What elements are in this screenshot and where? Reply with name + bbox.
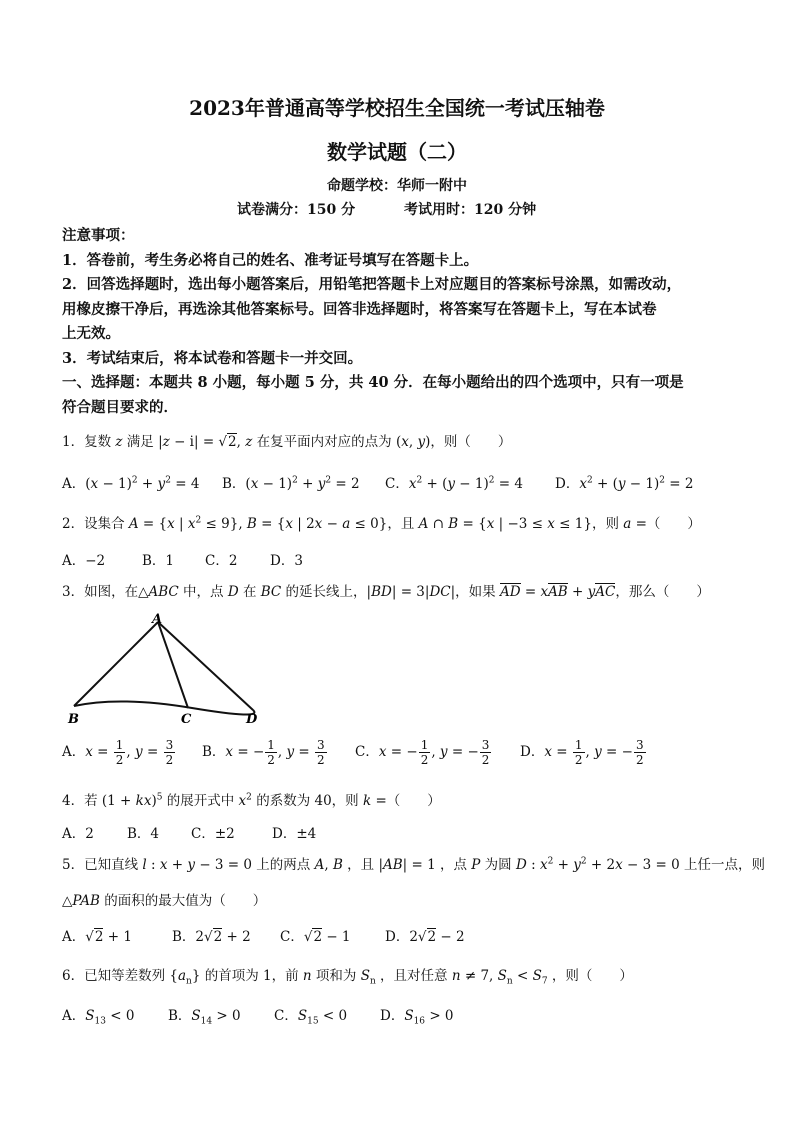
segment-ad bbox=[158, 622, 253, 710]
q1-option-a: A．$(x - 1)^2 + y^2 = 4$ bbox=[62, 475, 200, 492]
q2-option-a: A．−2 bbox=[62, 553, 106, 569]
exam-subtitle: 数学试题（二） bbox=[327, 140, 467, 164]
triangle-figure bbox=[60, 610, 270, 728]
label-d: D bbox=[246, 712, 258, 727]
label-a: A bbox=[152, 612, 163, 627]
exam-score: 试卷满分：150 分 bbox=[237, 202, 356, 218]
q6-option-c: C．$S_{15} < 0$ bbox=[274, 1008, 348, 1027]
q6-option-a: A．$S_{13} < 0$ bbox=[62, 1008, 135, 1027]
q2-option-b: B．1 bbox=[142, 553, 175, 569]
q6-option-d: D．$S_{16} > 0$ bbox=[380, 1008, 454, 1027]
q2-option-c: C．2 bbox=[205, 553, 238, 569]
note-1: 1．答卷前，考生务必将自己的姓名、准考证号填写在答题卡上。 bbox=[62, 252, 479, 269]
exam-time: 考试用时：120 分钟 bbox=[404, 202, 537, 218]
note-2-line-2: 用橡皮擦干净后，再选涂其他答案标号。回答非选择题时，将答案写在答题卡上，写在本试卷 bbox=[62, 301, 657, 318]
note-2-line-3: 上无效。 bbox=[62, 325, 120, 342]
q3-option-b: B．x = − $\frac{1}{2}$ , y = $\frac{3}{2}$ bbox=[202, 738, 325, 767]
notes-heading: 注意事项： bbox=[62, 227, 135, 244]
question-5-line-1: 5．已知直线 l : x + y − 3 = 0 上的两点 A, B ，且 |AB| = 1 ，点 P 为圆 D : $x^2 + y^2 + 2x - 3 = 0$ 上任一点，则 bbox=[62, 856, 765, 873]
q5-option-c: C．√2 − 1 bbox=[280, 929, 351, 945]
q3-option-a: A．x = $\frac{1}{2}$ , y = $\frac{3}{2}$ bbox=[62, 738, 174, 767]
exam-school: 命题学校：华师一附中 bbox=[327, 178, 467, 194]
q1-option-d: D．$x^2 + (y - 1)^2 = 2$ bbox=[555, 475, 694, 492]
label-c: C bbox=[181, 712, 192, 727]
section-heading-line-1: 一、选择题：本题共 8 小题，每小题 5 分，共 40 分．在每小题给出的四个选项中，只有一项是 bbox=[62, 374, 684, 391]
question-4: 4．若 (1 + kx)$^5$ 的展开式中 $x^2$ 的系数为 40，则 k =（ ） bbox=[62, 792, 441, 809]
label-b: B bbox=[68, 712, 79, 727]
q2-option-d: D．3 bbox=[270, 553, 303, 569]
q3-option-d: D．x = $\frac{1}{2}$ , y = − $\frac{3}{2}$ bbox=[520, 738, 644, 767]
q5-option-d: D．2√2 − 2 bbox=[385, 929, 465, 945]
q1-option-b: B．$(x - 1)^2 + y^2 = 2$ bbox=[222, 475, 360, 492]
note-3: 3．考试结束后，将本试卷和答题卡一并交回。 bbox=[62, 350, 363, 367]
question-5-line-2: △PAB 的面积的最大值为（ ） bbox=[62, 893, 267, 909]
question-2: 2．设集合 A = {x | $x^2 \le 9$}, B = {x | 2x − a ≤ 0}，且 A ∩ B = {x | −3 ≤ x ≤ 1}，则 a =（ ） bbox=[62, 515, 701, 532]
segment-bd bbox=[74, 701, 254, 714]
question-1: 1．复数 z 满足 |z − i| = √2, z 在复平面内对应的点为 (x, y)，则（ ） bbox=[62, 434, 512, 450]
q4-option-c: C．±2 bbox=[191, 826, 235, 842]
q5-option-a: A．√2 + 1 bbox=[62, 929, 132, 945]
exam-title: 2023年普通高等学校招生全国统一考试压轴卷 bbox=[189, 96, 605, 120]
section-heading-line-2: 符合题目要求的． bbox=[62, 399, 178, 416]
q4-option-d: D．±4 bbox=[272, 826, 317, 842]
q5-option-b: B．2√2 + 2 bbox=[172, 929, 251, 945]
q4-option-a: A．2 bbox=[62, 826, 94, 842]
note-2-line-1: 2．回答选择题时，选出每小题答案后，用铅笔把答题卡上对应题目的答案标号涂黑，如需改动， bbox=[62, 276, 682, 293]
segment-ab bbox=[74, 622, 158, 706]
q1-option-c: C．$x^2 + (y - 1)^2 = 4$ bbox=[385, 475, 523, 492]
question-3: 3．如图，在△ABC 中，点 D 在 BC 的延长线上，|BD| = 3|DC|，如果 AD = xAB + yAC，那么（ ） bbox=[62, 584, 710, 600]
question-6: 6．已知等差数列 $\{a_n\}$ 的首项为 1，前 n 项和为 $S_n$ ，且对任意 n ≠ 7, $S_n < S_7$ ，则（ ） bbox=[62, 968, 633, 987]
q6-option-b: B．$S_{14} > 0$ bbox=[168, 1008, 241, 1027]
q4-option-b: B．4 bbox=[127, 826, 160, 842]
q3-option-c: C．x = − $\frac{1}{2}$ , y = − $\frac{3}{2}$ bbox=[355, 738, 490, 767]
